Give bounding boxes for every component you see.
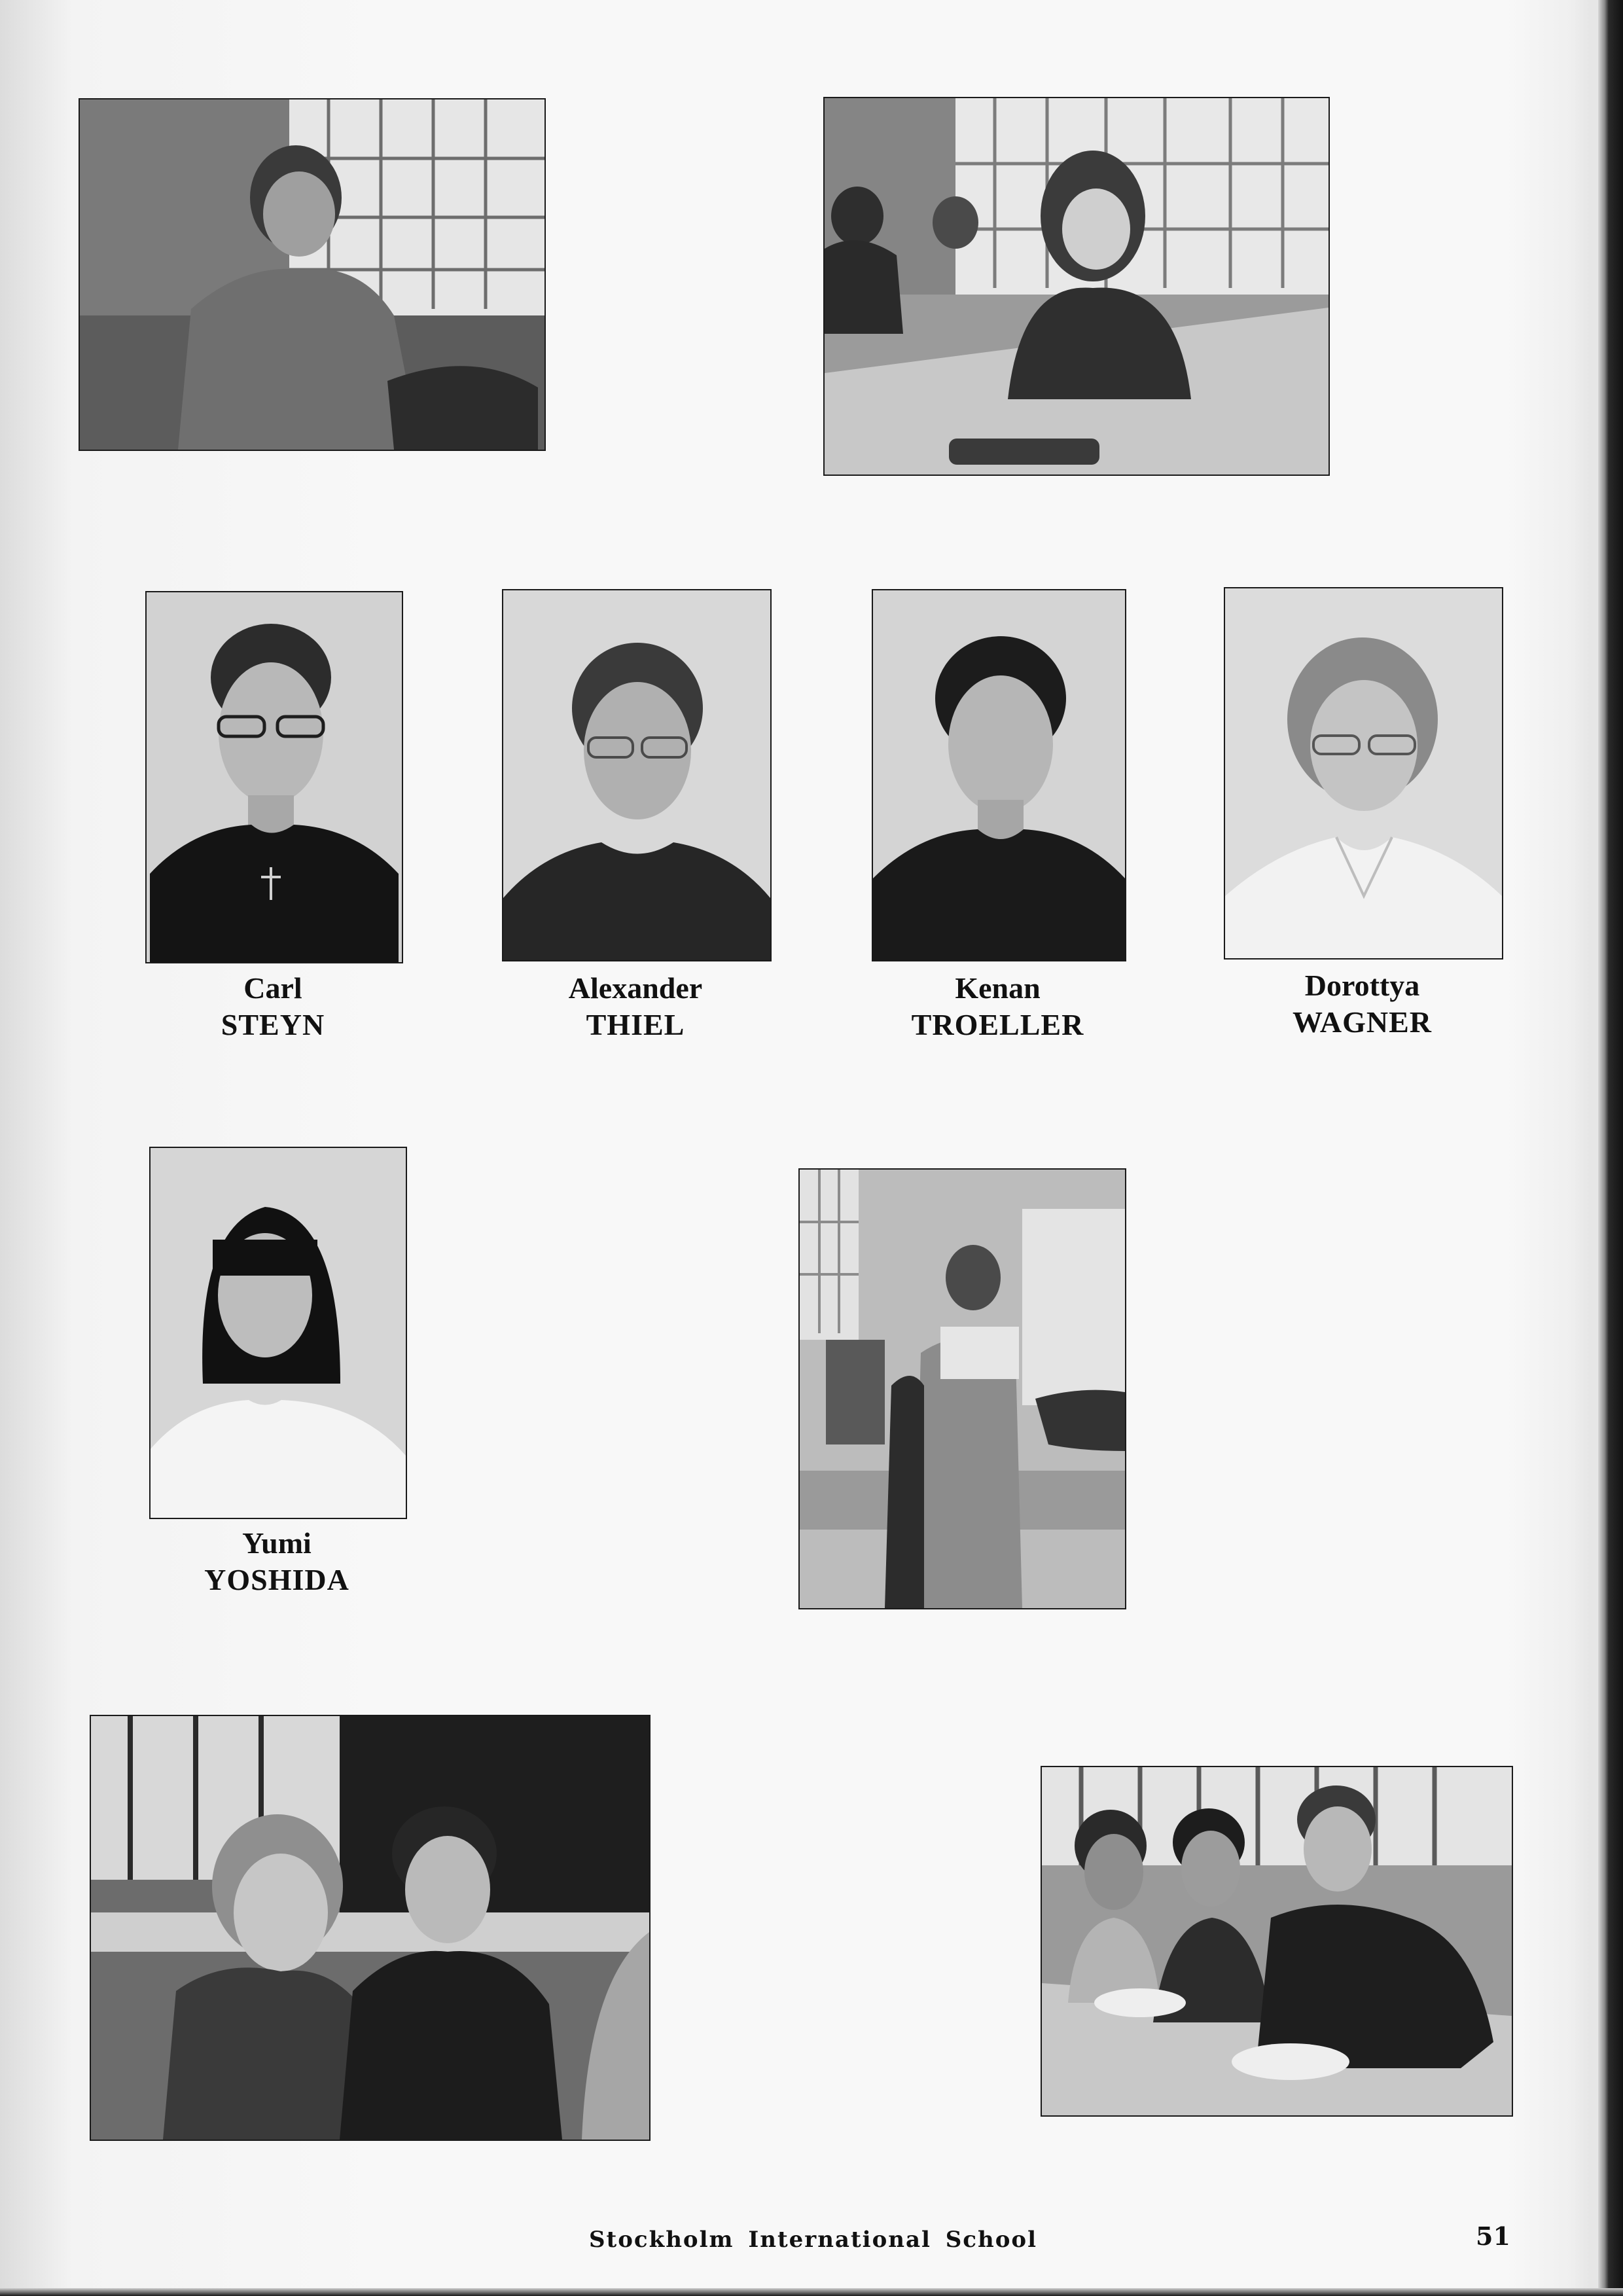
portrait-first-name: Dorottya — [1304, 969, 1420, 1002]
caption-carl-steyn — [145, 970, 401, 1043]
candid-photo-classroom-boy — [79, 98, 546, 451]
portrait-first-name: Kenan — [955, 971, 1041, 1005]
portrait-first-name: Yumi — [242, 1526, 312, 1560]
candid-photo-classroom-presentation — [798, 1168, 1126, 1609]
portrait-last-name: WAGNER — [1292, 1005, 1433, 1039]
caption-kenan-troeller — [872, 970, 1124, 1043]
portrait-first-name: Carl — [243, 971, 302, 1005]
portrait-photo-kenan-troeller — [872, 589, 1126, 961]
portrait-last-name: TROELLER — [911, 1008, 1084, 1041]
portrait-photo-alexander-thiel — [502, 589, 772, 961]
portrait-photo-yumi-yoshida — [149, 1147, 407, 1519]
candid-photo-cafeteria-three — [1041, 1766, 1513, 2117]
caption-alexander-thiel — [502, 970, 769, 1043]
portrait-photo-dorottya-wagner — [1224, 587, 1503, 960]
candid-photo-cafeteria-pair — [90, 1715, 651, 2141]
portrait-last-name: THIEL — [586, 1008, 685, 1041]
page-number: 51 — [1476, 2221, 1510, 2251]
caption-yumi-yoshida — [149, 1525, 404, 1598]
book-binding-edge — [1598, 0, 1623, 2296]
candid-photo-classroom-girl — [823, 97, 1330, 476]
portrait-first-name: Alexander — [568, 971, 703, 1005]
footer-school-name: Stockholm International School — [589, 2227, 1037, 2253]
portrait-last-name: STEYN — [221, 1008, 325, 1041]
portrait-photo-carl-steyn — [145, 591, 403, 963]
page-bottom-edge — [0, 2288, 1623, 2296]
portrait-last-name: YOSHIDA — [204, 1563, 349, 1596]
caption-dorottya-wagner — [1224, 967, 1501, 1041]
